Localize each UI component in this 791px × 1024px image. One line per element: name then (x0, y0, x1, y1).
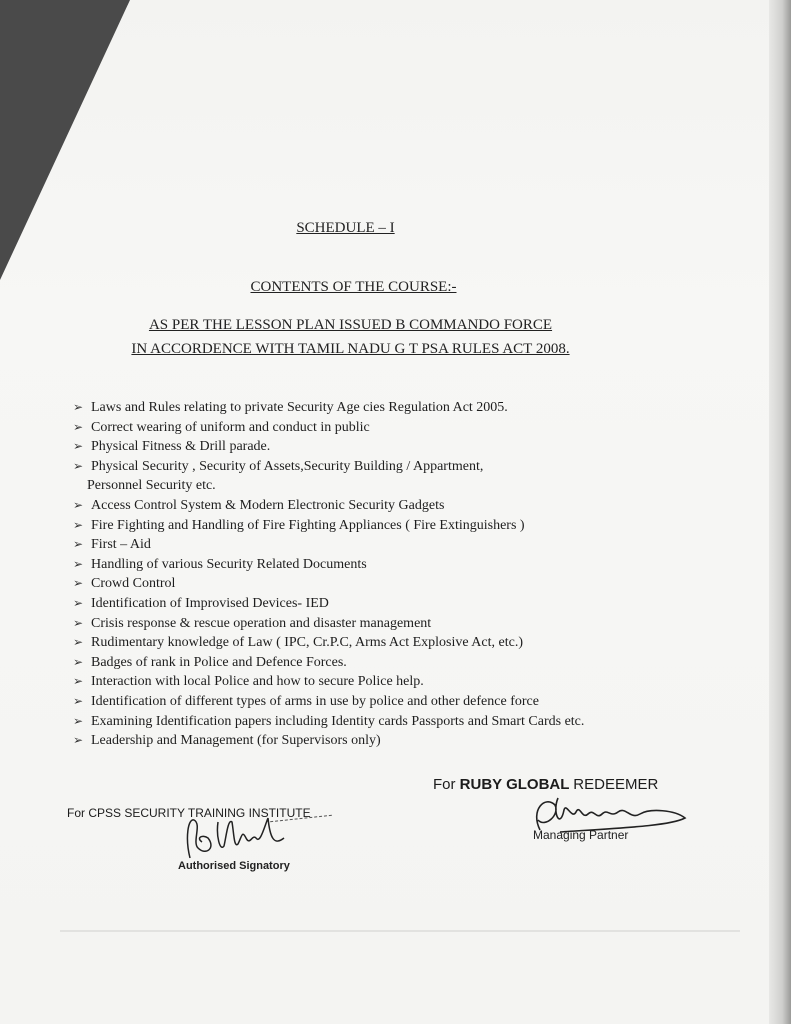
page-edge (769, 0, 791, 1024)
left-organization: For CPSS SECURITY TRAINING INSTITUTE (67, 806, 311, 820)
scan-shadow (0, 0, 130, 280)
authorised-signatory-label: Authorised Signatory (178, 860, 290, 872)
course-item: ➢ Physical Security , Security of Assets,Security Building / Appartment, (73, 457, 713, 477)
managing-partner-label: Managing Partner (533, 828, 629, 842)
accordance-heading: IN ACCORDENCE WITH TAMIL NADU G T PSA RULES ACT 2008. (131, 341, 570, 357)
course-item: ➢ Fire Fighting and Handling of Fire Fighting Appliances ( Fire Extinguishers ) (73, 516, 713, 536)
for-label: For (433, 776, 456, 793)
course-item: ➢ Badges of rank in Police and Defence Forces. (73, 653, 713, 673)
bleed-through-footer (60, 930, 740, 1002)
course-item: ➢ Physical Fitness & Drill parade. (73, 437, 713, 457)
course-item: ➢ Crisis response & rescue operation and disaster management (73, 614, 713, 634)
course-item: ➢ Access Control System & Modern Electronic Security Gadgets (73, 496, 713, 516)
course-item: ➢ Examining Identification papers including Identity cards Passports and Smart Cards etc. (73, 712, 713, 732)
course-item: ➢ Crowd Control (73, 574, 713, 594)
course-item: ➢ Leadership and Management (for Supervisors only) (73, 731, 713, 751)
course-item: ➢ Rudimentary knowledge of Law ( IPC, Cr.P.C, Arms Act Explosive Act, etc.) (73, 633, 713, 653)
course-item: ➢ Handling of various Security Related Documents (73, 555, 713, 575)
contents-heading: CONTENTS OF THE COURSE:- (250, 279, 457, 295)
course-item: ➢ Identification of different types of arms in use by police and other defence force (73, 692, 713, 712)
lesson-plan-heading: AS PER THE LESSON PLAN ISSUED B COMMANDO FORCE (148, 317, 553, 333)
authorised-signature (180, 808, 290, 868)
course-item: ➢ Identification of Improvised Devices- IED (73, 594, 713, 614)
course-item: ➢ Correct wearing of uniform and conduct in public (73, 418, 713, 438)
course-item: ➢ First – Aid (73, 535, 713, 555)
course-item: ➢ Laws and Rules relating to private Security Age cies Regulation Act 2005. (73, 398, 713, 418)
org-name: RUBY GLOBAL (459, 776, 570, 793)
org-name-rest: REDEEMER (573, 776, 659, 793)
course-item: ➢ Interaction with local Police and how to secure Police help. (73, 672, 713, 692)
schedule-heading: SCHEDULE – I (296, 220, 395, 236)
course-contents-list (73, 398, 713, 751)
course-item: Personnel Security etc. (87, 478, 216, 494)
